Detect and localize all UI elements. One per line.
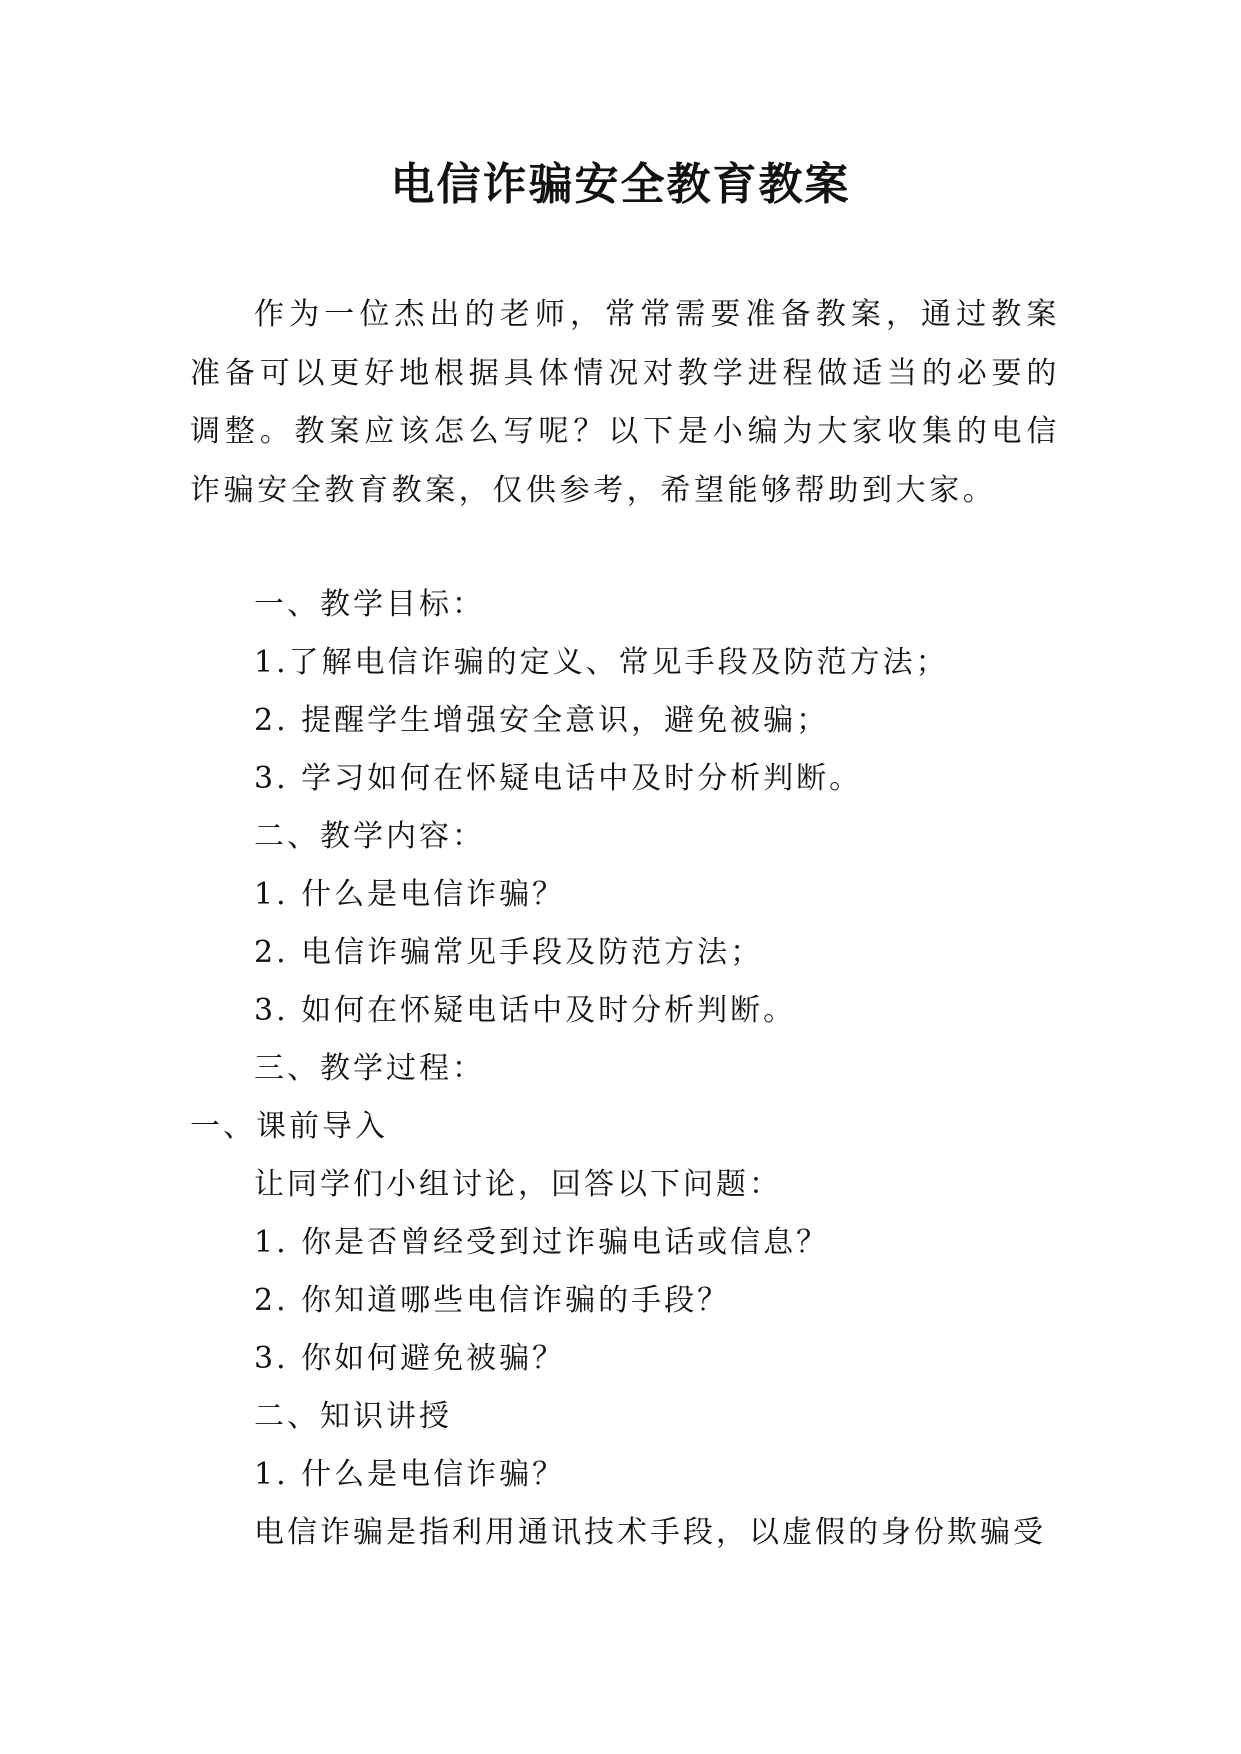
list-item: 1. 你是否曾经受到过诈骗电话或信息？ xyxy=(254,1225,830,1260)
list-item: 3. 学习如何在怀疑电话中及时分析判断。 xyxy=(254,761,863,796)
list-item: 2. 提醒学生增强安全意识，避免被骗； xyxy=(254,703,830,738)
list-item: 1. 什么是电信诈骗？ xyxy=(254,877,566,912)
paragraph-line: 让同学们小组讨论，回答以下问题： xyxy=(254,1167,782,1202)
subsection-heading-knowledge: 二、知识讲授 xyxy=(254,1399,452,1434)
intro-paragraph: 作为一位杰出的老师，常常需要准备教案，通过教案准备可以更好地根据具体情况对教学进程做适当的必要的调整。教案应该怎么写呢？以下是小编为大家收集的电信诈骗安全教育教案，仅供参考，希望能够帮助到大家。 xyxy=(190,297,1060,508)
list-item: 2. 电信诈骗常见手段及防范方法； xyxy=(254,935,764,970)
section-heading-objectives: 一、教学目标： xyxy=(254,587,485,622)
list-item: 3. 如何在怀疑电话中及时分析判断。 xyxy=(254,993,797,1028)
list-item: 1.了解电信诈骗的定义、常见手段及防范方法； xyxy=(254,645,949,680)
document-title: 电信诈骗安全教育教案 xyxy=(390,159,851,210)
list-item: 1. 什么是电信诈骗？ xyxy=(254,1457,566,1492)
section-heading-process: 三、教学过程： xyxy=(254,1051,485,1086)
section-heading-content: 二、教学内容： xyxy=(254,819,485,854)
list-item: 3. 你如何避免被骗？ xyxy=(254,1341,566,1376)
list-item: 2. 你知道哪些电信诈骗的手段？ xyxy=(254,1283,731,1318)
subsection-heading-intro: 一、课前导入 xyxy=(190,1109,388,1144)
paragraph-line: 电信诈骗是指利用通讯技术手段，以虚假的身份欺骗受 xyxy=(254,1515,1046,1550)
